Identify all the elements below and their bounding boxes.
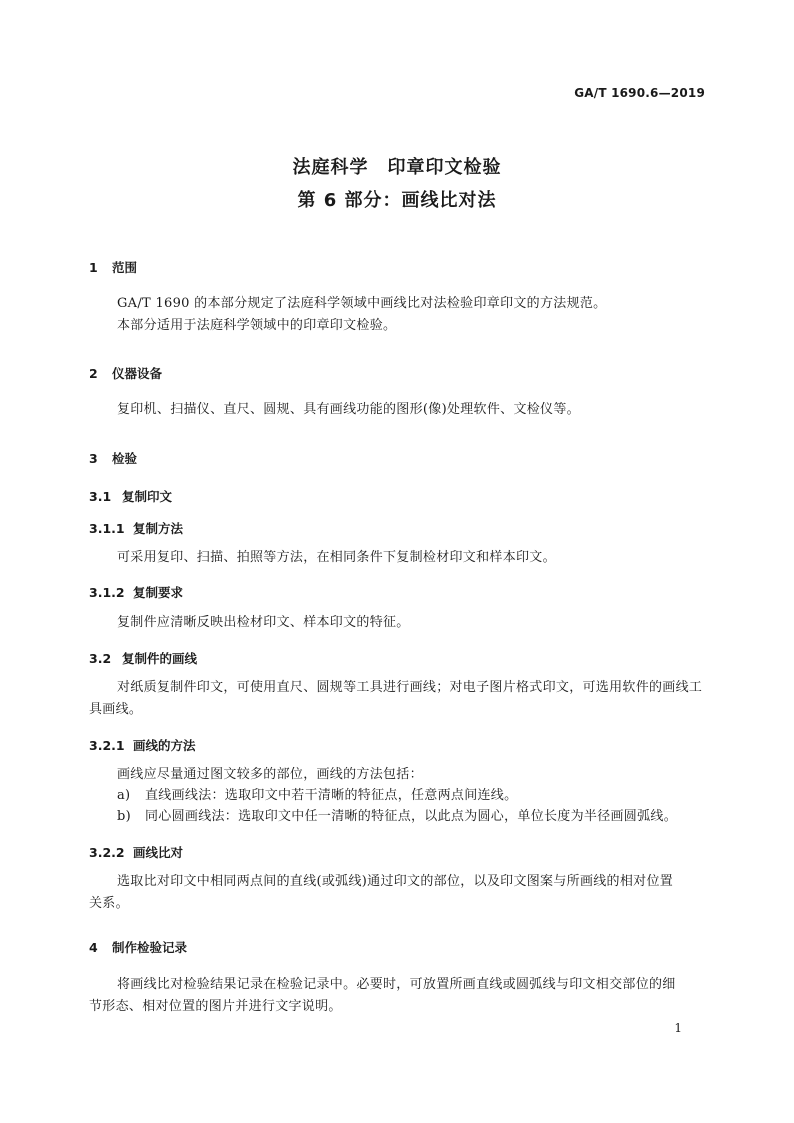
list-marker: a) (117, 788, 131, 803)
section-title: 画线比对 (133, 845, 184, 860)
section-title: 仪器设备 (112, 366, 163, 381)
paragraph: 画线应尽量通过图文较多的部位，画线的方法包括： (117, 767, 423, 782)
section-number: 3.1 (89, 489, 112, 504)
section-3-1-1-heading (89, 519, 183, 537)
section-title: 复制印文 (122, 489, 173, 504)
section-title: 范围 (112, 260, 138, 275)
section-title: 画线的方法 (133, 738, 196, 753)
section-number: 4 (89, 940, 98, 955)
section-title: 制作检验记录 (112, 940, 188, 955)
page-number: 1 (674, 1021, 682, 1035)
section-number: 3.2 (89, 651, 112, 666)
document-subtitle: 第 6 部分：画线比对法 (297, 190, 497, 211)
paragraph: 复制件应清晰反映出检材印文、样本印文的特征。 (117, 615, 410, 630)
section-2-heading (89, 364, 162, 382)
section-3-heading (89, 449, 137, 467)
paragraph-line: 关系。 (89, 896, 129, 911)
section-3-2-2-heading (89, 843, 183, 861)
section-number: 3.1.2 (89, 585, 125, 600)
section-1-heading (89, 258, 137, 276)
section-3-2-1-heading (89, 736, 196, 754)
section-number: 3.1.1 (89, 521, 125, 536)
section-number: 3.2.1 (89, 738, 125, 753)
list-marker: b) (117, 809, 131, 824)
paragraph: 复印机、扫描仪、直尺、圆规、具有画线功能的图形(像)处理软件、文检仪等。 (117, 402, 580, 417)
section-3-2-heading (89, 649, 197, 667)
section-3-1-2-heading (89, 583, 183, 601)
document-title: 法庭科学 印章印文检验 (292, 157, 502, 178)
list-item (117, 806, 677, 828)
paragraph-line: 具画线。 (89, 702, 143, 717)
section-title: 复制方法 (133, 521, 184, 536)
section-3-1-heading (89, 487, 172, 505)
standard-code: GA/T 1690.6—2019 (574, 86, 705, 100)
paragraph: GA/T 1690 的本部分规定了法庭科学领域中画线比对法检验印章印文的方法规范。 (117, 296, 607, 311)
section-number: 3.2.2 (89, 845, 125, 860)
paragraph-line: 选取比对印文中相同两点间的直线(或弧线)通过印文的部位，以及印文图案与所画线的相对位置 (117, 874, 674, 889)
section-number: 3 (89, 451, 98, 466)
paragraph-line: 节形态、相对位置的图片并进行文字说明。 (89, 999, 342, 1014)
paragraph: 本部分适用于法庭科学领域中的印章印文检验。 (117, 318, 397, 333)
section-title: 复制件的画线 (122, 651, 198, 666)
list-item (117, 785, 517, 807)
section-title: 检验 (112, 451, 138, 466)
section-title: 复制要求 (133, 585, 184, 600)
paragraph-line: 将画线比对检验结果记录在检验记录中。必要时，可放置所画直线或圆弧线与印文相交部位的细 (117, 977, 676, 992)
list-text: 直线画线法：选取印文中若干清晰的特征点，任意两点间连线。 (145, 788, 518, 803)
section-number: 1 (89, 260, 98, 275)
paragraph-line: 对纸质复制件印文，可使用直尺、圆规等工具进行画线；对电子图片格式印文，可选用软件的画线工 (117, 680, 703, 695)
paragraph: 可采用复印、扫描、拍照等方法，在相同条件下复制检材印文和样本印文。 (117, 550, 556, 565)
section-4-heading (89, 938, 187, 956)
list-text: 同心圆画线法：选取印文中任一清晰的特征点，以此点为圆心，单位长度为半径画圆弧线。 (145, 809, 678, 824)
section-number: 2 (89, 366, 98, 381)
